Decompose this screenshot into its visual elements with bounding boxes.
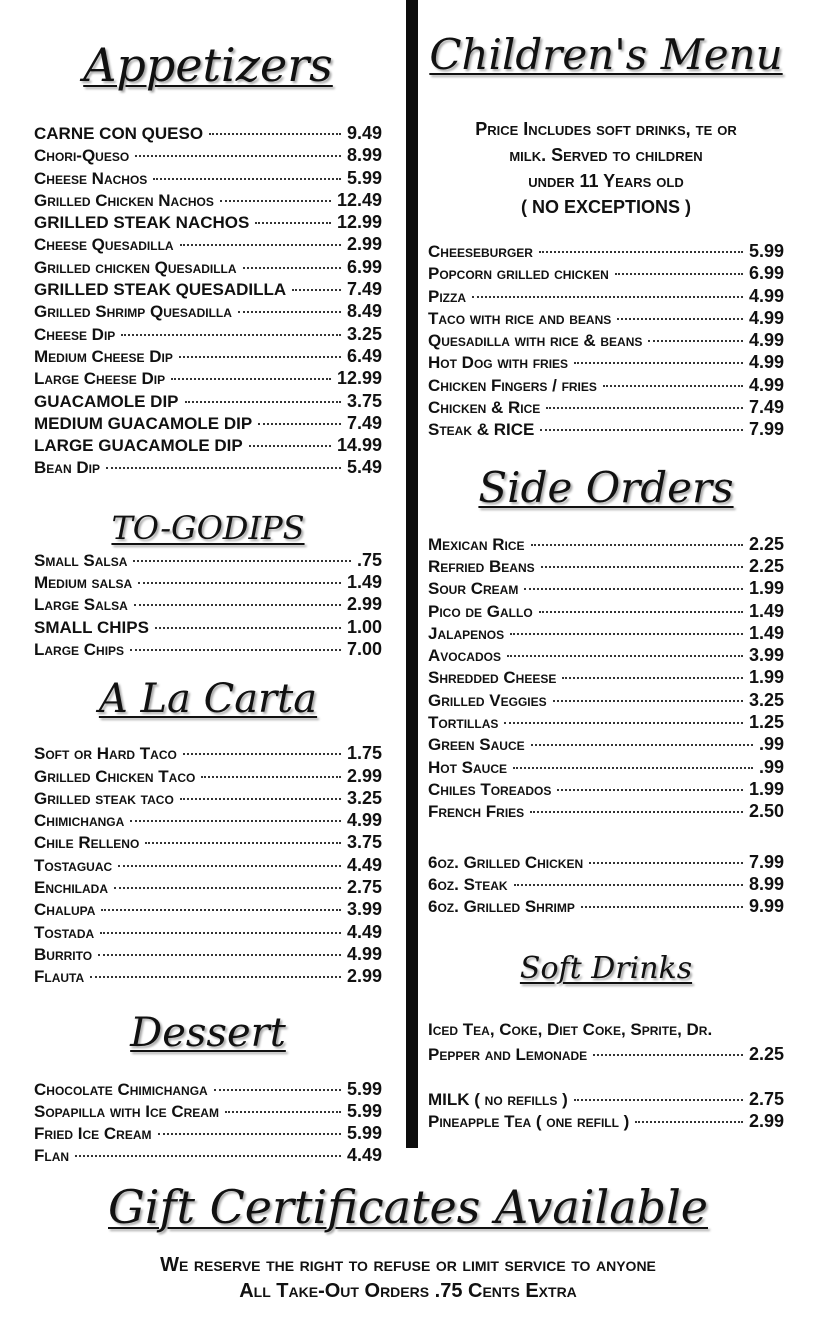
notice-exceptions: ( NO EXCEPTIONS ) <box>520 197 691 217</box>
column-divider <box>406 0 418 1148</box>
leader-dots <box>513 767 753 769</box>
list-item <box>34 921 382 943</box>
leader-dots <box>153 178 341 180</box>
list-item <box>428 873 784 895</box>
item-price: 1.99 <box>748 667 784 688</box>
leader-dots <box>581 906 743 908</box>
notice-line: Price Includes soft drinks, te or <box>475 119 737 139</box>
leader-dots <box>553 700 743 702</box>
soft-drinks-block <box>428 1017 784 1065</box>
item-name: Enchilada <box>34 878 108 898</box>
item-name: SMALL CHIPS <box>34 617 149 637</box>
item-price: 2.99 <box>346 966 382 987</box>
list-item <box>428 285 784 307</box>
list-item <box>34 1078 382 1100</box>
list-item <box>34 256 382 278</box>
side-orders-heading: Side Orders <box>478 462 734 512</box>
item-name: Grilled Shrimp Quesadilla <box>34 302 232 322</box>
leader-dots <box>539 251 743 253</box>
item-price: 12.49 <box>336 189 382 210</box>
item-price: 2.99 <box>346 594 382 615</box>
leader-dots <box>118 865 341 867</box>
item-name: Tortillas <box>428 713 499 733</box>
item-price: 7.49 <box>346 279 382 300</box>
list-item <box>34 211 382 233</box>
item-name: Sour Cream <box>428 579 519 599</box>
list-item <box>34 367 382 389</box>
item-price: 3.75 <box>346 832 382 853</box>
item-name: Grilled chicken Quesadilla <box>34 257 237 277</box>
list-item <box>34 390 382 412</box>
item-name: Chiles Toreados <box>428 779 552 799</box>
item-price: 8.99 <box>346 145 382 166</box>
item-name: Steak & RICE <box>428 420 535 440</box>
leader-dots <box>121 334 341 336</box>
list-item <box>34 571 382 593</box>
leader-dots <box>557 789 743 791</box>
list-item <box>428 577 784 599</box>
item-name: Grilled steak taco <box>34 788 174 808</box>
list-item <box>428 1088 784 1110</box>
item-price: 2.99 <box>346 234 382 255</box>
item-price: 3.99 <box>748 645 784 666</box>
list-item <box>428 1043 784 1065</box>
list-item <box>428 533 784 555</box>
item-name: Cheeseburger <box>428 242 533 261</box>
item-price: 2.99 <box>346 765 382 786</box>
soft-drinks-heading: Soft Drinks <box>519 951 693 987</box>
list-item <box>34 943 382 965</box>
a-la-carta-heading: A La Carta <box>98 676 318 723</box>
item-name: Grilled Chicken Nachos <box>34 190 214 210</box>
item-name: Pico de Gallo <box>428 601 533 621</box>
list-item <box>34 965 382 987</box>
list-item <box>428 329 784 351</box>
leader-dots <box>180 798 341 800</box>
item-name: Medium Cheese Dip <box>34 346 173 366</box>
leader-dots <box>593 1054 743 1056</box>
leader-dots <box>171 378 331 380</box>
item-price: 7.49 <box>346 412 382 433</box>
list-item <box>428 711 784 733</box>
list-item <box>428 644 784 666</box>
item-price: 4.49 <box>346 1145 382 1166</box>
childrens-notice <box>428 116 784 220</box>
list-item <box>34 189 382 211</box>
leader-dots <box>138 582 341 584</box>
item-price: 4.99 <box>346 943 382 964</box>
list-item <box>34 1122 382 1144</box>
item-price: 2.25 <box>748 1044 784 1065</box>
item-price: 2.75 <box>748 1088 784 1109</box>
item-price: .75 <box>356 549 382 570</box>
leader-dots <box>514 884 743 886</box>
leader-dots <box>155 627 341 629</box>
leader-dots <box>504 722 743 724</box>
item-price: 4.99 <box>748 352 784 373</box>
dessert-heading: Dessert <box>130 1009 286 1056</box>
leader-dots <box>541 566 743 568</box>
item-name: Avocados <box>428 646 501 666</box>
item-name: GUACAMOLE DIP <box>34 391 179 411</box>
togo-dips-list <box>34 549 382 660</box>
list-item <box>428 895 784 917</box>
list-item <box>34 787 382 809</box>
list-item <box>34 742 382 764</box>
list-item <box>34 434 382 456</box>
leader-dots <box>562 677 743 679</box>
leader-dots <box>185 401 341 403</box>
item-name: Hot Dog with fries <box>428 353 569 373</box>
notice-line: under 11 Years old <box>528 171 684 191</box>
item-price: 4.99 <box>748 374 784 395</box>
item-name: 6oz. Grilled Chicken <box>428 852 584 872</box>
leader-dots <box>540 429 743 431</box>
list-item <box>34 233 382 255</box>
leader-dots <box>531 744 753 746</box>
leader-dots <box>546 407 743 409</box>
item-name: Chile Relleno <box>34 833 140 853</box>
item-price: 6.99 <box>346 256 382 277</box>
item-price: 4.99 <box>748 330 784 351</box>
item-price: 2.99 <box>748 1111 784 1132</box>
leader-dots <box>214 1089 341 1091</box>
leader-dots <box>603 385 743 387</box>
item-name: Chocolate Chimichanga <box>34 1079 208 1099</box>
list-item <box>428 374 784 396</box>
list-item <box>34 854 382 876</box>
list-item <box>34 278 382 300</box>
item-price: 5.99 <box>346 1100 382 1121</box>
item-name: Flan <box>34 1146 70 1166</box>
item-name: Pineapple Tea ( one refill ) <box>428 1112 630 1132</box>
leader-dots <box>574 1099 743 1101</box>
item-name: Chori-Queso <box>34 146 130 166</box>
item-name: Cheese Dip <box>34 324 116 344</box>
item-name: Chimichanga <box>34 811 125 831</box>
item-name: Flauta <box>34 967 85 987</box>
list-item <box>34 144 382 166</box>
item-price: 12.99 <box>336 212 382 233</box>
item-price: 7.99 <box>748 851 784 872</box>
leader-dots <box>158 1133 341 1135</box>
leader-dots <box>524 588 743 590</box>
item-name: Tostaguac <box>34 855 113 875</box>
leader-dots <box>472 296 743 298</box>
leader-dots <box>134 604 341 606</box>
leader-dots <box>589 862 743 864</box>
item-price: 5.99 <box>748 241 784 261</box>
item-name: Pepper and Lemonade <box>428 1045 588 1065</box>
item-name: MILK ( no refills ) <box>428 1089 568 1109</box>
leader-dots <box>648 340 743 342</box>
item-price: 1.49 <box>748 622 784 643</box>
leader-dots <box>130 820 341 822</box>
list-item <box>34 345 382 367</box>
list-item <box>428 666 784 688</box>
leader-dots <box>135 155 341 157</box>
leader-dots <box>539 611 743 613</box>
list-item <box>34 549 382 571</box>
item-price: 6.99 <box>748 263 784 284</box>
list-item <box>34 876 382 898</box>
item-name: Quesadilla with rice & beans <box>428 331 643 351</box>
item-name: Grilled Chicken Taco <box>34 766 196 786</box>
item-name: 6oz. Steak <box>428 874 508 894</box>
leader-dots <box>130 649 341 651</box>
leader-dots <box>133 560 351 562</box>
item-name: MEDIUM GUACAMOLE DIP <box>34 413 253 433</box>
list-item <box>428 262 784 284</box>
item-price: 4.49 <box>346 854 382 875</box>
appetizers-heading: Appetizers <box>83 38 333 92</box>
item-name: French Fries <box>428 802 525 822</box>
item-name: Grilled Veggies <box>428 690 547 710</box>
leader-dots <box>531 544 743 546</box>
item-name: Large Cheese Dip <box>34 369 166 389</box>
item-price: 3.25 <box>346 787 382 808</box>
leader-dots <box>243 267 341 269</box>
item-price: 1.99 <box>748 778 784 799</box>
list-item <box>428 622 784 644</box>
item-name: Soft or Hard Taco <box>34 744 177 764</box>
list-item <box>34 167 382 189</box>
a-la-carta-list <box>34 742 382 987</box>
item-name: Burrito <box>34 944 93 964</box>
leader-dots <box>635 1121 743 1123</box>
item-price: 4.99 <box>748 307 784 328</box>
item-price: 3.75 <box>346 390 382 411</box>
item-price: 1.25 <box>748 712 784 733</box>
item-price: 4.99 <box>346 810 382 831</box>
item-price: 1.99 <box>748 578 784 599</box>
item-price: 5.99 <box>346 1078 382 1099</box>
item-price: 6.49 <box>346 345 382 366</box>
leader-dots <box>574 362 743 364</box>
togo-dips-heading: TO-GODIPS <box>111 508 305 547</box>
item-price: 7.00 <box>346 638 382 659</box>
item-name: Chicken & Rice <box>428 398 541 418</box>
footer-line: All Take-Out Orders .75 Cents Extra <box>239 1280 577 1302</box>
list-item <box>428 307 784 329</box>
item-price: 1.75 <box>346 743 382 764</box>
item-name: 6oz. Grilled Shrimp <box>428 897 575 917</box>
leader-dots <box>145 842 341 844</box>
item-price: 1.49 <box>748 600 784 621</box>
item-price: 5.99 <box>346 1123 382 1144</box>
item-price: 8.49 <box>346 301 382 322</box>
right-column <box>428 0 784 1132</box>
leader-dots <box>255 222 331 224</box>
list-item <box>34 1144 382 1166</box>
leader-dots <box>507 655 743 657</box>
item-price: 5.49 <box>346 457 382 478</box>
item-name: Small Salsa <box>34 550 128 570</box>
list-item <box>34 593 382 615</box>
grilled-list <box>428 851 784 918</box>
appetizers-list <box>34 122 382 479</box>
list-item <box>428 733 784 755</box>
childrens-list <box>428 240 784 441</box>
leader-dots <box>114 887 341 889</box>
list-item <box>34 809 382 831</box>
item-price: 1.00 <box>346 616 382 637</box>
item-price: 2.50 <box>748 801 784 822</box>
list-item <box>428 1110 784 1132</box>
item-name: CARNE CON QUESO <box>34 124 204 143</box>
list-item <box>34 412 382 434</box>
item-name: Pizza <box>428 286 466 306</box>
leader-dots <box>238 311 341 313</box>
item-name: Chalupa <box>34 900 96 920</box>
side-orders-list <box>428 533 784 823</box>
list-item <box>428 418 784 440</box>
leader-dots <box>179 356 341 358</box>
item-price: 12.99 <box>336 368 382 389</box>
list-item <box>34 898 382 920</box>
item-name: Large Salsa <box>34 595 128 615</box>
item-name: Hot Sauce <box>428 757 508 777</box>
item-price: 8.99 <box>748 873 784 894</box>
list-item <box>428 240 784 262</box>
item-price: 2.25 <box>748 533 784 554</box>
drinks-line: Iced Tea, Coke, Diet Coke, Sprite, Dr. <box>428 1020 713 1040</box>
item-name: GRILLED STEAK NACHOS <box>34 213 250 233</box>
footer-line: We reserve the right to refuse or limit service to anyone <box>160 1254 656 1276</box>
item-price: .99 <box>758 756 784 777</box>
item-price: 7.99 <box>748 419 784 440</box>
item-price: 14.99 <box>336 435 382 456</box>
leader-dots <box>201 776 341 778</box>
list-item <box>34 831 382 853</box>
leader-dots <box>180 244 341 246</box>
item-name: Shredded Cheese <box>428 668 557 688</box>
list-item <box>428 800 784 822</box>
item-name: Popcorn grilled chicken <box>428 264 609 284</box>
leader-dots <box>100 932 341 934</box>
item-name: Cheese Quesadilla <box>34 235 174 255</box>
item-price: 3.25 <box>346 323 382 344</box>
list-item <box>34 638 382 660</box>
drinks-list <box>428 1088 784 1133</box>
item-price: 4.49 <box>346 921 382 942</box>
gift-certificates-banner: Gift Certificates Available <box>108 1180 708 1234</box>
leader-dots <box>225 1111 341 1113</box>
leader-dots <box>220 200 331 202</box>
item-name: Mexican Rice <box>428 534 525 554</box>
childrens-menu-heading: Children's Menu <box>429 30 783 79</box>
list-item <box>34 616 382 638</box>
list-item <box>428 555 784 577</box>
item-price: 2.75 <box>346 877 382 898</box>
leader-dots <box>510 633 743 635</box>
leader-dots <box>258 423 341 425</box>
item-price: 3.25 <box>748 689 784 710</box>
leader-dots <box>183 753 341 755</box>
item-price: 9.99 <box>748 896 784 917</box>
list-item <box>428 351 784 373</box>
list-item <box>34 122 382 144</box>
item-price: 4.99 <box>748 285 784 306</box>
list-item <box>428 600 784 622</box>
item-name: Green Sauce <box>428 735 525 755</box>
item-price: 2.25 <box>748 555 784 576</box>
list-item <box>428 689 784 711</box>
list-item <box>34 323 382 345</box>
item-name: Sopapilla with Ice Cream <box>34 1101 219 1121</box>
leader-dots <box>209 133 341 135</box>
leader-dots <box>617 318 743 320</box>
list-item <box>428 851 784 873</box>
leader-dots <box>530 811 743 813</box>
leader-dots <box>90 976 341 978</box>
leader-dots <box>615 273 743 275</box>
item-name: Fried Ice Cream <box>34 1124 152 1144</box>
left-column <box>34 0 382 1167</box>
item-name: Tostada <box>34 922 95 942</box>
item-name: Medium salsa <box>34 573 133 593</box>
leader-dots <box>101 909 341 911</box>
item-name: Refried Beans <box>428 556 535 576</box>
item-name: Cheese Nachos <box>34 168 148 188</box>
item-name: GRILLED STEAK QUESADILLA <box>34 280 287 300</box>
list-item <box>428 778 784 800</box>
leader-dots <box>249 445 331 447</box>
footer <box>0 1252 816 1304</box>
list-item <box>428 756 784 778</box>
list-item <box>34 300 382 322</box>
notice-line: milk. Served to children <box>509 145 703 165</box>
list-item <box>34 1100 382 1122</box>
item-price: 7.49 <box>748 397 784 418</box>
item-name: Jalapenos <box>428 623 505 643</box>
leader-dots <box>106 467 341 469</box>
item-name: Bean Dip <box>34 458 100 478</box>
item-name: Chicken Fingers / fries <box>428 375 597 395</box>
item-name: Large Chips <box>34 639 125 659</box>
dessert-list <box>34 1078 382 1167</box>
item-price: .99 <box>758 734 784 755</box>
item-name: Taco with rice and beans <box>428 308 612 328</box>
leader-dots <box>75 1155 341 1157</box>
item-name: LARGE GUACAMOLE DIP <box>34 436 243 456</box>
leader-dots <box>98 954 341 956</box>
item-price: 3.99 <box>346 899 382 920</box>
item-price: 9.49 <box>346 123 382 143</box>
leader-dots <box>292 289 341 291</box>
list-item <box>34 456 382 478</box>
item-price: 5.99 <box>346 167 382 188</box>
list-item <box>34 765 382 787</box>
list-item <box>428 396 784 418</box>
item-price: 1.49 <box>346 572 382 593</box>
